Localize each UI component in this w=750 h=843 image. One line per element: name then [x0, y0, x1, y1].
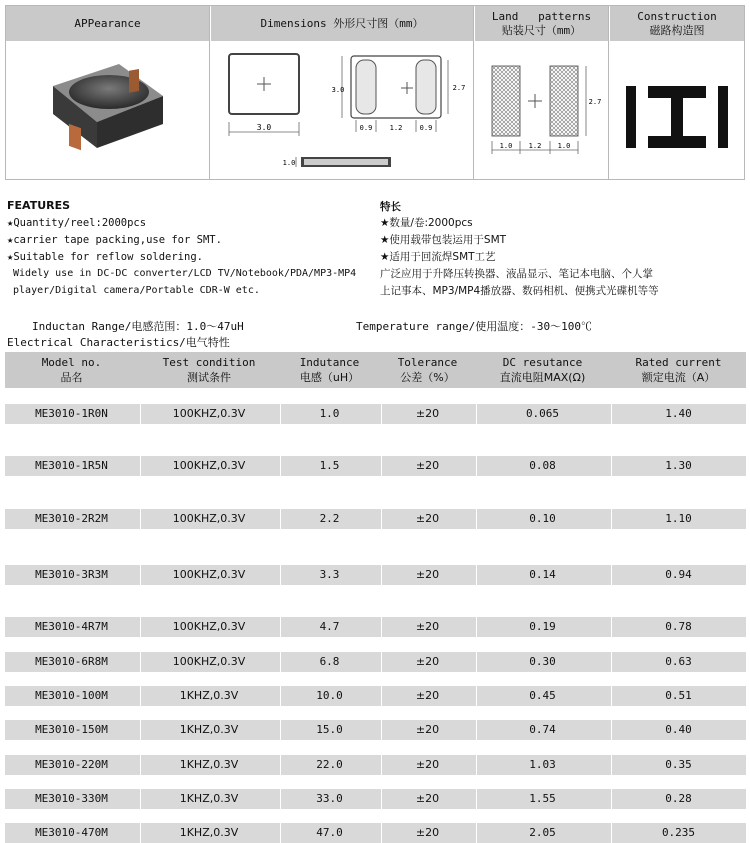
- cell-inductance: 47.0: [316, 826, 343, 839]
- cell-rated-current: 0.40: [665, 723, 692, 736]
- column-separator: [476, 388, 477, 843]
- cell-inductance: 10.0: [316, 689, 343, 702]
- col-header-test: [140, 352, 278, 388]
- cell-tolerance: ±20: [415, 568, 440, 581]
- cell-inductance: 6.8: [319, 655, 340, 668]
- feature-en-5: player/Digital camera/Portable CDR-W etc.: [7, 285, 260, 296]
- cell-model: ME3010-150M: [35, 723, 108, 736]
- col-header-model-cn: 品名: [60, 371, 83, 384]
- cell-dc-resistance: 0.065: [525, 407, 560, 420]
- dimensions-header: [211, 6, 473, 41]
- cell-model: ME3010-2R2M: [35, 512, 108, 525]
- col-header-dcr-cn: 直流电阻MAX(Ω): [499, 371, 586, 384]
- pad-b-label: 1.2: [389, 124, 403, 132]
- land-b-label: 1.2: [528, 142, 542, 150]
- cell-tolerance: ±20: [415, 689, 440, 702]
- cell-dc-resistance: 1.55: [529, 792, 556, 805]
- cell-inductance: 15.0: [316, 723, 343, 736]
- cell-rated-current: 1.10: [665, 512, 692, 525]
- cell-rated-current: 1.40: [665, 407, 692, 420]
- cell-dc-resistance: 2.05: [529, 826, 556, 839]
- construction-header: [610, 6, 744, 41]
- table-row: [5, 617, 746, 637]
- cell-tolerance: ±20: [415, 758, 440, 771]
- cell-tolerance: ±20: [415, 512, 440, 525]
- cell-dc-resistance: 0.10: [529, 512, 556, 525]
- cell-model: ME3010-4R7M: [35, 620, 108, 633]
- col-header-dcr-en: DC resutance: [502, 356, 583, 369]
- cell-model: ME3010-1R5N: [35, 459, 108, 472]
- cell-rated-current: 0.63: [665, 655, 692, 668]
- cell-rated-current: 1.30: [665, 459, 692, 472]
- feature-cn-4: 广泛应用于升降压转换器、液晶显示、笔记本电脑、个人掌: [380, 268, 653, 280]
- cell-inductance: 33.0: [316, 792, 343, 805]
- col-header-dcr: [476, 352, 609, 388]
- height2-dim-label: 2.7: [452, 84, 466, 92]
- feature-en-4: Widely use in DC-DC converter/LCD TV/Notebook/PDA/MP3-MP4: [7, 268, 357, 279]
- cell-test-condition: 1KHZ,0.3V: [179, 758, 239, 771]
- cell-inductance: 2.2: [319, 512, 340, 525]
- table-row: [5, 652, 746, 672]
- table-row: [5, 686, 746, 706]
- cell-dc-resistance: 0.30: [529, 655, 556, 668]
- cell-test-condition: 100KHZ,0.3V: [172, 655, 246, 668]
- table-row: [5, 823, 746, 843]
- height-dim-label: 3.0: [331, 86, 345, 94]
- appearance-header: [6, 6, 209, 41]
- pad-a-label: 0.9: [359, 124, 373, 132]
- cell-dc-resistance: 0.74: [529, 723, 556, 736]
- table-row: [5, 565, 746, 585]
- cell-test-condition: 1KHZ,0.3V: [179, 689, 239, 702]
- cell-test-condition: 1KHZ,0.3V: [179, 723, 239, 736]
- cell-model: ME3010-220M: [35, 758, 108, 771]
- col-header-current: [611, 352, 746, 388]
- land-patterns-header: [475, 6, 608, 41]
- cell-tolerance: ±20: [415, 826, 440, 839]
- table-row: [5, 456, 746, 476]
- feature-en-3: ★Suitable for reflow soldering.: [7, 251, 203, 263]
- cell-dc-resistance: 0.19: [529, 620, 556, 633]
- cell-test-condition: 100KHZ,0.3V: [172, 459, 246, 472]
- cell-rated-current: 0.235: [661, 826, 696, 839]
- construction-diagram: [618, 78, 738, 158]
- inductance-range: Inductan Range/电感范围：1.0～47uH: [32, 320, 244, 333]
- col-header-tolerance: [381, 352, 474, 388]
- col-header-current-en: Rated current: [635, 356, 722, 369]
- cell-rated-current: 0.94: [665, 568, 692, 581]
- feature-cn-2: ★使用载带包装运用于SMT: [380, 234, 507, 246]
- col-header-test-cn: 测试条件: [187, 371, 231, 384]
- cell-tolerance: ±20: [415, 459, 440, 472]
- table-row: [5, 404, 746, 424]
- temperature-range: Temperature range/使用温度：-30～100℃: [356, 320, 592, 333]
- feature-cn-5: 上记事本、MP3/MP4播放器、数码相机、便携式光碟机等等: [380, 285, 659, 297]
- cell-test-condition: 100KHZ,0.3V: [172, 620, 246, 633]
- feature-cn-3: ★适用于回流焊SMT工艺: [380, 251, 496, 263]
- cell-test-condition: 100KHZ,0.3V: [172, 512, 246, 525]
- col-header-current-cn: 额定电流（A）: [641, 371, 716, 384]
- land-c-label: 1.0: [557, 142, 571, 150]
- cell-rated-current: 0.28: [665, 792, 692, 805]
- features-title-en: FEATURES: [7, 199, 71, 212]
- feature-en-2: ★carrier tape packing,use for SMT.: [7, 234, 222, 246]
- width-dim-label: 3.0: [256, 123, 272, 132]
- col-header-model-en: Model no.: [41, 356, 102, 369]
- cell-test-condition: 100KHZ,0.3V: [172, 568, 246, 581]
- land-a-label: 1.0: [499, 142, 513, 150]
- cell-inductance: 4.7: [319, 620, 340, 633]
- table-row: [5, 720, 746, 740]
- cell-dc-resistance: 0.45: [529, 689, 556, 702]
- cell-test-condition: 1KHZ,0.3V: [179, 792, 239, 805]
- cell-rated-current: 0.51: [665, 689, 692, 702]
- land-height-label: 2.7: [588, 98, 602, 106]
- cell-inductance: 1.0: [319, 407, 340, 420]
- cell-dc-resistance: 0.14: [529, 568, 556, 581]
- dimension-drawing: [216, 44, 471, 179]
- column-separator: [381, 388, 382, 843]
- cell-tolerance: ±20: [415, 620, 440, 633]
- product-drawings-table: [5, 5, 745, 180]
- col-header-inductance-cn: 电感（uH）: [299, 371, 360, 384]
- feature-en-1: ★Quantity/reel:2000pcs: [7, 217, 147, 229]
- cell-model: ME3010-470M: [35, 826, 108, 839]
- dimensions-label: Dimensions 外形尺寸图（mm）: [260, 16, 424, 30]
- table-row: [5, 789, 746, 809]
- cell-model: ME3010-1R0N: [35, 407, 108, 420]
- column-separator: [611, 388, 612, 843]
- cell-test-condition: 1KHZ,0.3V: [179, 826, 239, 839]
- thickness-dim-label: 1.0: [282, 159, 296, 167]
- cell-rated-current: 0.78: [665, 620, 692, 633]
- col-header-inductance: [280, 352, 379, 388]
- feature-cn-1: ★数量/卷:2000pcs: [380, 217, 473, 229]
- land-patterns-label-en: Land patterns: [491, 9, 592, 23]
- construction-label-en: Construction: [637, 9, 717, 23]
- pad-c-label: 0.9: [419, 124, 433, 132]
- cell-inductance: 22.0: [316, 758, 343, 771]
- spec-table-header: [5, 352, 746, 388]
- cell-dc-resistance: 0.08: [529, 459, 556, 472]
- cell-tolerance: ±20: [415, 792, 440, 805]
- table-row: [5, 509, 746, 529]
- col-header-inductance-en: Indutance: [299, 356, 360, 369]
- cell-model: ME3010-330M: [35, 792, 108, 805]
- cell-model: ME3010-6R8M: [35, 655, 108, 668]
- land-pattern-drawing: [480, 46, 605, 166]
- inductor-photo: [31, 58, 181, 158]
- cell-test-condition: 100KHZ,0.3V: [172, 407, 246, 420]
- cell-tolerance: ±20: [415, 407, 440, 420]
- cell-model: ME3010-3R3M: [35, 568, 108, 581]
- construction-label-cn: 磁路构造图: [649, 23, 705, 37]
- features-title-cn: 特长: [380, 201, 401, 213]
- appearance-label: APPearance: [74, 16, 141, 30]
- cell-inductance: 3.3: [319, 568, 340, 581]
- cell-inductance: 1.5: [319, 459, 340, 472]
- land-patterns-label-cn: 贴装尺寸（mm）: [501, 23, 582, 37]
- col-header-tolerance-en: Tolerance: [397, 356, 458, 369]
- cell-tolerance: ±20: [415, 723, 440, 736]
- col-header-test-en: Test condition: [162, 356, 256, 369]
- cell-tolerance: ±20: [415, 655, 440, 668]
- electrical-characteristics-title: Electrical Characteristics/电气特性: [7, 336, 230, 349]
- table-row: [5, 755, 746, 775]
- cell-rated-current: 0.35: [665, 758, 692, 771]
- column-separator: [280, 388, 281, 843]
- col-header-tolerance-cn: 公差（%）: [400, 371, 455, 384]
- col-header-model: [5, 352, 138, 388]
- column-separator: [140, 388, 141, 843]
- cell-dc-resistance: 1.03: [529, 758, 556, 771]
- cell-model: ME3010-100M: [35, 689, 108, 702]
